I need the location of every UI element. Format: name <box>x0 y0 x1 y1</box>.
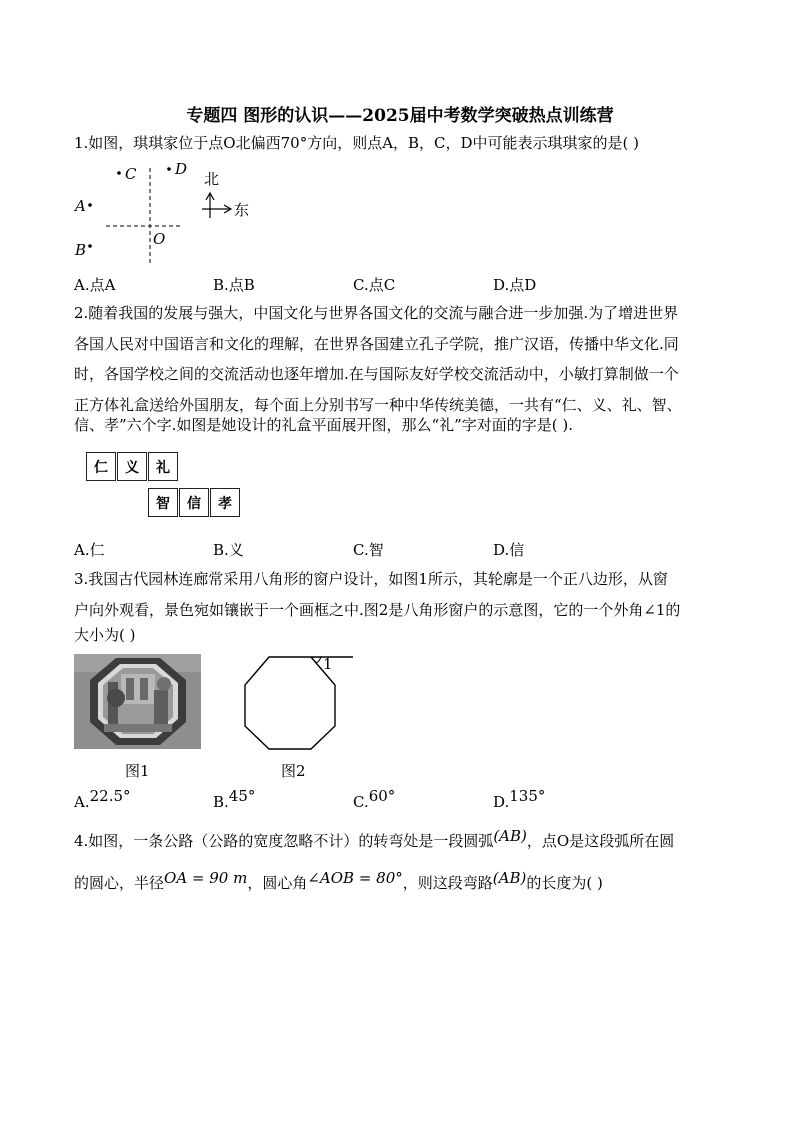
q1-option-b: B.点B <box>213 276 255 294</box>
q4-line2-text-a: 的圆心，半径 <box>74 874 165 892</box>
octagon-window-photo <box>74 654 201 749</box>
q3-option-d-value: 135° <box>509 787 546 805</box>
q3-option-d-letter: D. <box>493 793 510 811</box>
compass-diagram <box>70 160 260 270</box>
q4-arc-ab-2: (AB) <box>492 869 527 887</box>
q4-angle-expression: ∠AOB = 80° <box>307 869 403 887</box>
q3-option-a-letter: A. <box>74 793 90 811</box>
q3-option-c-letter: C. <box>353 793 369 811</box>
q3-line-2: 户向外观看，景色宛如镶嵌于一个画框之中.图2是八角形窗户的示意图，它的一个外角∠1的 <box>74 601 681 619</box>
net-cell-ren: 仁 <box>86 452 116 481</box>
q3-option-a-value: 22.5° <box>89 787 131 805</box>
label-a: A <box>75 197 86 215</box>
octagon-diagram <box>240 650 360 754</box>
net-cell-yi: 义 <box>117 452 147 481</box>
north-label: 北 <box>204 170 220 188</box>
q4-line-2 <box>74 869 603 892</box>
q3-option-d <box>493 787 546 811</box>
q4-radius-expression: OA = 90 m <box>164 869 248 887</box>
q3-option-c-value: 60° <box>368 787 396 805</box>
q2-line-5: 信、孝”六个字.如图是她设计的礼盒平面展开图，那么“礼”字对面的字是( ). <box>74 416 574 434</box>
fig1-caption: 图1 <box>125 762 150 780</box>
q2-option-a: A.仁 <box>74 541 105 559</box>
angle-1-label: 1 <box>323 655 333 673</box>
net-cell-xiao: 孝 <box>210 488 240 517</box>
q3-option-b-value: 45° <box>228 787 256 805</box>
fig2-caption: 图2 <box>281 762 306 780</box>
q3-option-b <box>213 787 256 811</box>
q3-option-a <box>74 787 131 811</box>
page-title: 专题四 图形的认识——2025届中考数学突破热点训练营 <box>186 106 614 126</box>
octagon-shape <box>245 657 335 749</box>
q4-line1-text-a: 4.如图，一条公路（公路的宽度忽略不计）的转弯处是一段圆弧 <box>74 832 494 850</box>
q2-line-4: 正方体礼盒送给外国朋友，每个面上分别书写一种中华传统美德，一共有“仁、义、礼、智、 <box>74 396 682 414</box>
q4-arc-ab-1: (AB) <box>493 827 527 845</box>
angle-arc <box>315 657 321 662</box>
q3-option-b-letter: B. <box>213 793 229 811</box>
point-d-dot <box>167 167 171 171</box>
q3-line-1: 3.我国古代园林连廊常采用八角形的窗户设计，如图1所示，其轮廓是一个正八边形，从窗 <box>74 570 668 588</box>
label-o: O <box>153 230 166 248</box>
net-cell-xin: 信 <box>179 488 209 517</box>
q1-stem: 1.如图，琪琪家位于点O北偏西70°方向，则点A，B，C，D中可能表示琪琪家的是( ) <box>74 134 640 152</box>
octagon-window-image <box>74 654 201 749</box>
q1-option-d: D.点D <box>493 276 537 294</box>
point-a-dot <box>88 203 92 207</box>
q2-line-1: 2.随着我国的发展与强大，中国文化与世界各国文化的交流与融合进一步加强.为了增进世界 <box>74 304 679 322</box>
q2-option-d: D.信 <box>493 541 525 559</box>
q4-line2-text-d: 的长度为( ) <box>526 874 603 892</box>
q1-option-a: A.点A <box>74 276 116 294</box>
q3-option-c <box>353 787 396 811</box>
q4-line-1 <box>74 827 675 850</box>
east-label: 东 <box>234 201 250 219</box>
net-cell-zhi: 智 <box>148 488 178 517</box>
point-b-dot <box>88 244 92 248</box>
q1-option-c: C.点C <box>353 276 396 294</box>
q2-option-b: B.义 <box>213 541 244 559</box>
q4-line2-text-b: ，圆心角 <box>247 874 308 892</box>
q2-line-3: 时，各国学校之间的交流活动也逐年增加.在与国际友好学校交流活动中，小敏打算制做一个 <box>74 365 679 383</box>
q4-line1-text-b: ，点O是这段弧所在圆 <box>526 832 675 850</box>
label-d: D <box>175 160 188 178</box>
q3-line-3: 大小为( ) <box>74 626 136 644</box>
q2-line-2: 各国人民对中国语言和文化的理解，在世界各国建立孔子学院，推广汉语，传播中华文化.同 <box>74 335 679 353</box>
point-c-dot <box>117 171 121 175</box>
label-c: C <box>125 165 137 183</box>
net-cell-li: 礼 <box>148 452 178 481</box>
q2-option-c: C.智 <box>353 541 384 559</box>
label-b: B <box>75 241 87 259</box>
q4-line2-text-c: ，则这段弯路 <box>402 874 493 892</box>
